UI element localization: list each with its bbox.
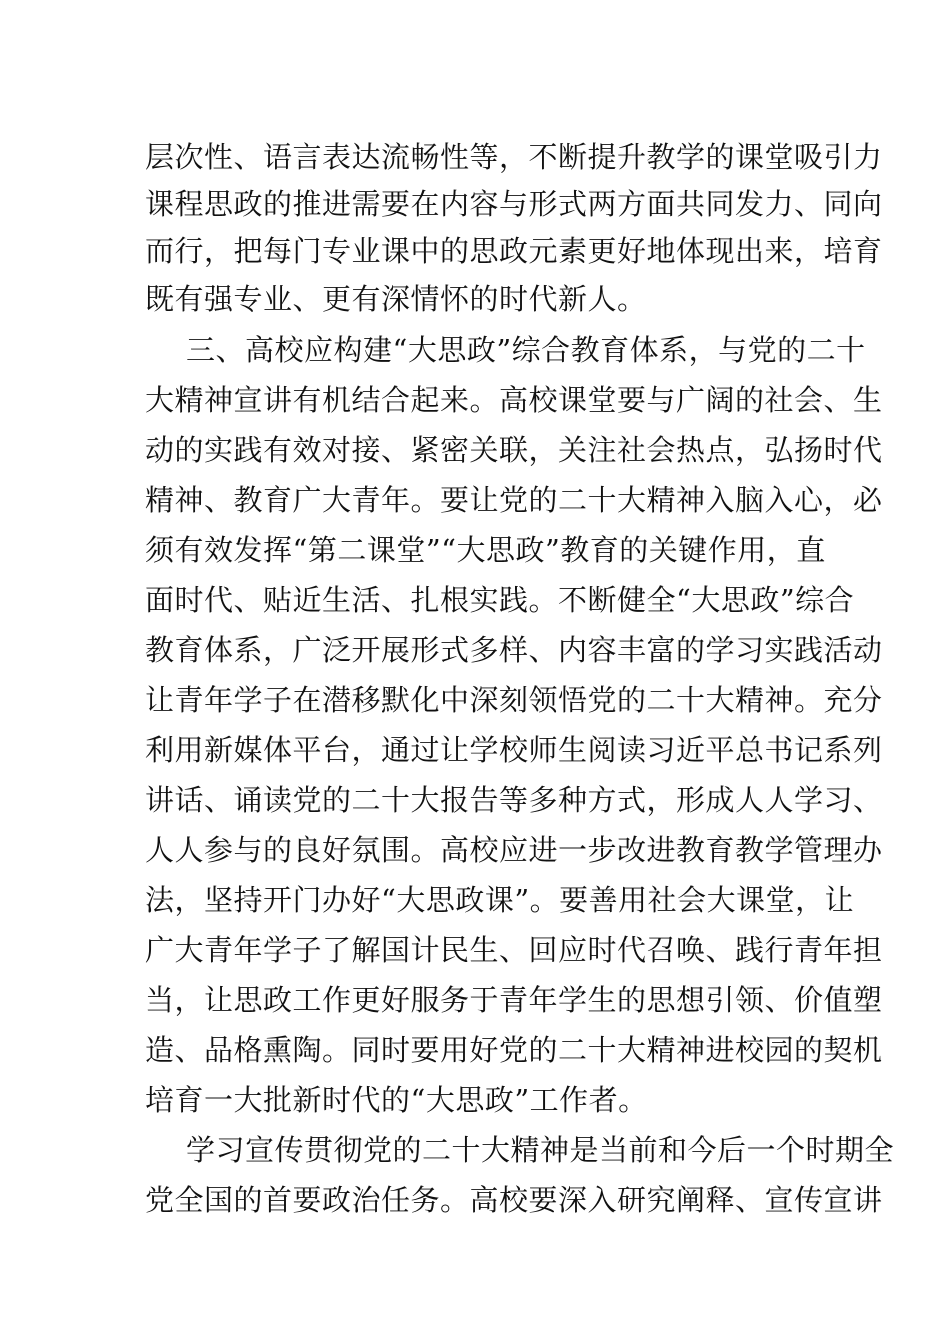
text-line: 面时代、贴近生活、扎根实践。不断健全“大思政”综合 [145,583,855,617]
text-line: 既有强专业、更有深情怀的时代新人。 [145,282,647,316]
text-line: 大精神宣讲有机结合起来。高校课堂要与广阔的社会、生 [145,383,883,417]
text-line: 动的实践有效对接、紧密关联，关注社会热点，弘扬时代 [145,433,883,467]
text-line: 精神、教育广大青年。要让党的二十大精神入脑入心，必 [145,483,883,517]
text-line: 教育体系，广泛开展形式多样、内容丰富的学习实践活动 [145,633,883,667]
text-line: 利用新媒体平台，通过让学校师生阅读习近平总书记系列 [145,733,883,767]
text-line: 党全国的首要政治任务。高校要深入研究阐释、宣传宣讲 [145,1183,883,1217]
closing-paragraph-first-line: 学习宣传贯彻党的二十大精神是当前和今后一个时期全 [186,1133,895,1167]
text-line: 讲话、诵读党的二十大报告等多种方式，形成人人学习、 [145,783,883,817]
text-line: 而行，把每门专业课中的思政元素更好地体现出来，培育 [145,234,883,268]
text-line: 人人参与的良好氛围。高校应进一步改进教育教学管理办 [145,833,883,867]
text-line: 造、品格熏陶。同时要用好党的二十大精神进校园的契机 [145,1033,883,1067]
text-line: 培育一大批新时代的“大思政”工作者。 [145,1083,648,1117]
text-line: 让青年学子在潜移默化中深刻领悟党的二十大精神。充分 [145,683,883,717]
text-line: 层次性、语言表达流畅性等，不断提升教学的课堂吸引力 [145,140,883,174]
text-line: 当，让思政工作更好服务于青年学生的思想引领、价值塑 [145,983,883,1017]
text-line: 课程思政的推进需要在内容与形式两方面共同发力、同向 [145,187,883,221]
text-line: 须有效发挥“第二课堂”“大思政”教育的关键作用，直 [145,533,826,567]
text-line: 法，坚持开门办好“大思政课”。要善用社会大课堂，让 [145,883,855,917]
section-three-first-line: 三、高校应构建“大思政”综合教育体系，与党的二十 [186,333,866,367]
text-line: 广大青年学子了解国计民生、回应时代召唤、践行青年担 [145,933,883,967]
